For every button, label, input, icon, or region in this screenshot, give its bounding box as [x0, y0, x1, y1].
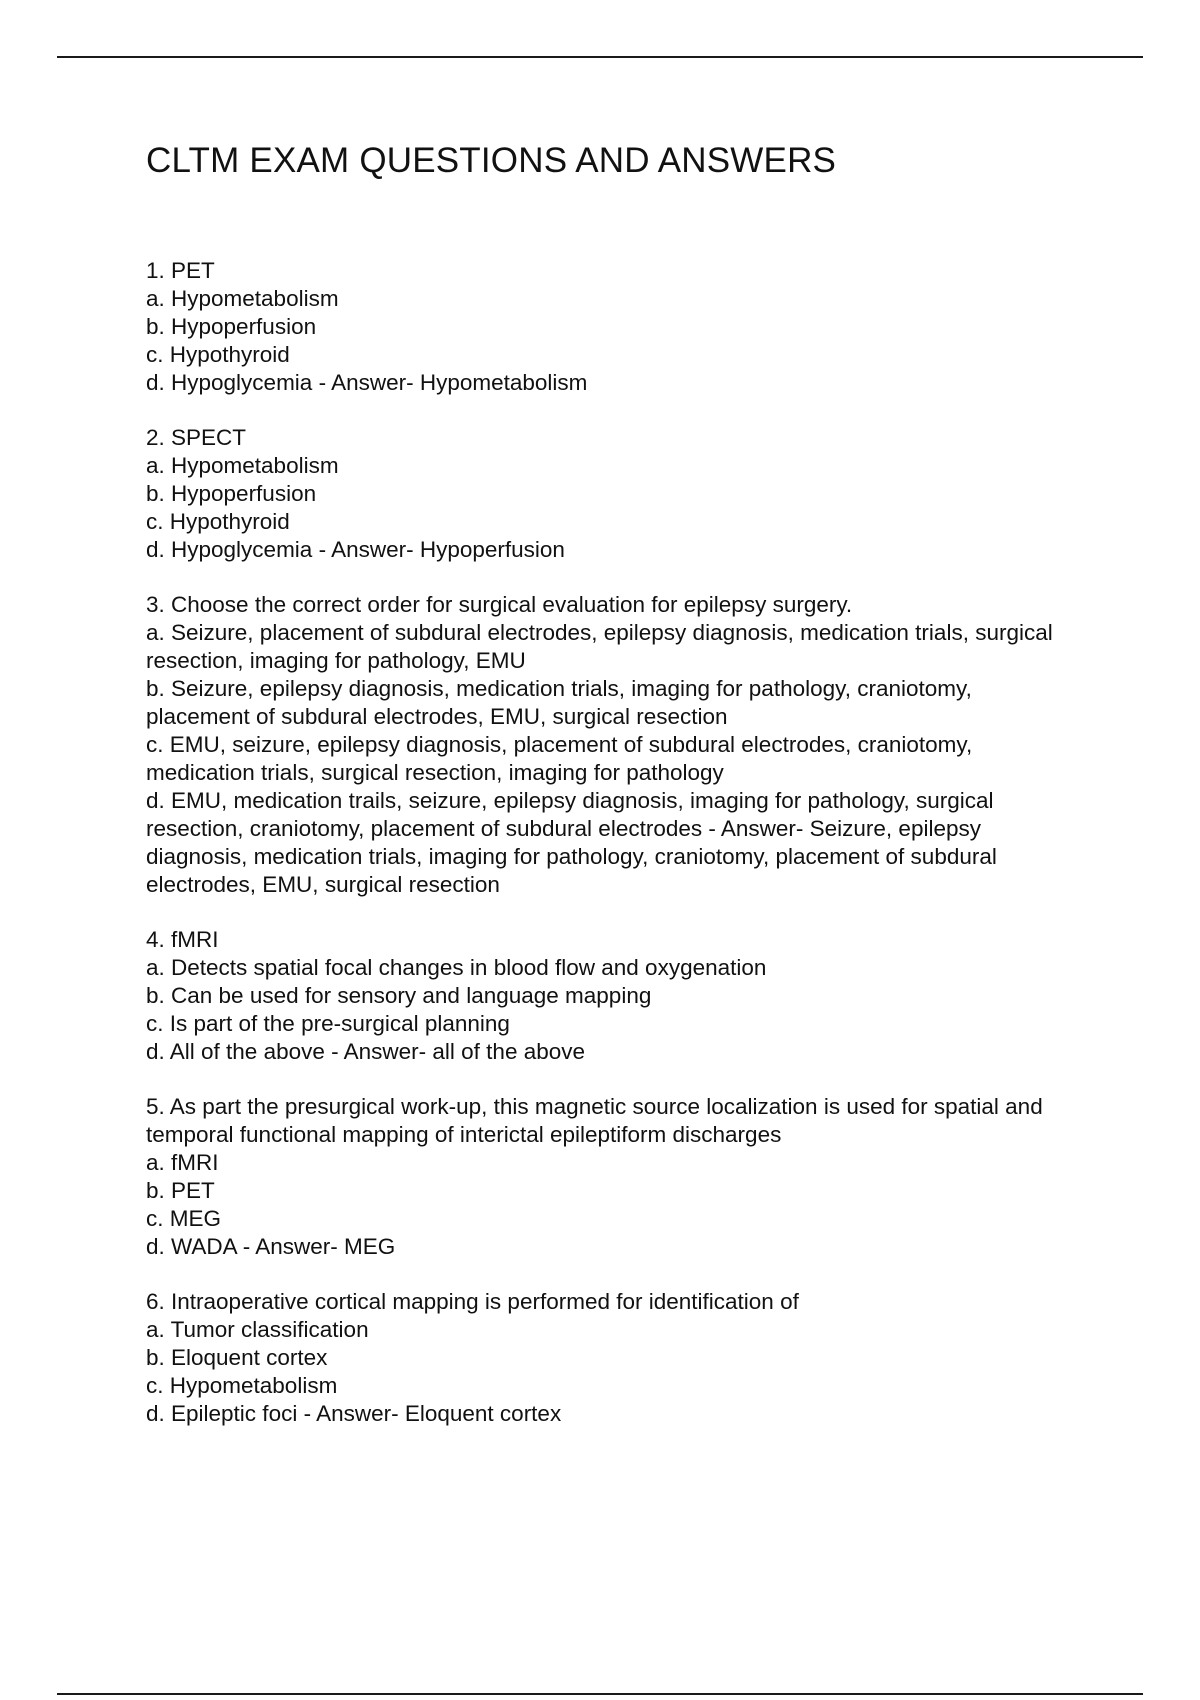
- question-5: [146, 1093, 1076, 1261]
- option-a: a. Detects spatial focal changes in blood flow and oxygenation: [146, 954, 767, 980]
- option-b: b. Can be used for sensory and language mapping: [146, 982, 652, 1008]
- option-a: a. Tumor classification: [146, 1316, 369, 1342]
- option-b: b. PET: [146, 1177, 215, 1203]
- option-b: b. Eloquent cortex: [146, 1344, 328, 1370]
- option-d-with-answer: d. Hypoglycemia - Answer- Hypoperfusion: [146, 536, 565, 562]
- question-stem: 3. Choose the correct order for surgical evaluation for epilepsy surgery.: [146, 591, 853, 617]
- option-c: c. MEG: [146, 1205, 222, 1231]
- header-rule: [57, 56, 1143, 58]
- option-d-with-answer: d. All of the above - Answer- all of the above: [146, 1038, 586, 1064]
- option-c: c. Hypothyroid: [146, 508, 290, 534]
- option-a: a. fMRI: [146, 1149, 219, 1175]
- option-c: c. Hypothyroid: [146, 341, 290, 367]
- option-d-with-answer: d. Epileptic foci - Answer- Eloquent cortex: [146, 1400, 562, 1426]
- question-stem: 1. PET: [146, 257, 215, 283]
- question-6: [146, 1288, 1076, 1428]
- question-stem: 4. fMRI: [146, 926, 219, 952]
- option-b: b. Seizure, epilepsy diagnosis, medication trials, imaging for pathology, craniotomy, placement of subdural electrodes, EMU, surgical resection: [146, 675, 972, 729]
- option-c: c. Hypometabolism: [146, 1372, 338, 1398]
- question-stem: 5. As part the presurgical work-up, this magnetic source localization is used for spatial and temporal functional mapping of interictal epileptiform discharges: [146, 1093, 1043, 1147]
- option-d-with-answer: d. EMU, medication trails, seizure, epilepsy diagnosis, imaging for pathology, surgical resection, craniotomy, placement of subdural electrodes - Answer- Seizure, epilepsy diagnosis, medication trials, imaging for pathology, craniotomy, placement of subdural electrodes, EMU, surgical resection: [146, 787, 997, 897]
- question-stem: 6. Intraoperative cortical mapping is performed for identification of: [146, 1288, 799, 1314]
- footer-rule: [57, 1693, 1143, 1695]
- question-2: [146, 424, 1076, 564]
- option-b: b. Hypoperfusion: [146, 313, 317, 339]
- question-4: [146, 926, 1076, 1066]
- document-body: [146, 138, 1076, 1455]
- document-title: CLTM EXAM QUESTIONS AND ANSWERS: [146, 141, 837, 180]
- option-a: a. Seizure, placement of subdural electrodes, epilepsy diagnosis, medication trials, surgical resection, imaging for pathology, EMU: [146, 619, 1053, 673]
- option-c: c. Is part of the pre-surgical planning: [146, 1010, 510, 1036]
- option-b: b. Hypoperfusion: [146, 480, 317, 506]
- option-d-with-answer: d. WADA - Answer- MEG: [146, 1233, 396, 1259]
- option-c: c. EMU, seizure, epilepsy diagnosis, placement of subdural electrodes, craniotomy, medication trials, surgical resection, imaging for pathology: [146, 731, 973, 785]
- question-1: [146, 257, 1076, 397]
- question-stem: 2. SPECT: [146, 424, 247, 450]
- option-d-with-answer: d. Hypoglycemia - Answer- Hypometabolism: [146, 369, 588, 395]
- option-a: a. Hypometabolism: [146, 285, 339, 311]
- option-a: a. Hypometabolism: [146, 452, 339, 478]
- question-3: [146, 591, 1076, 899]
